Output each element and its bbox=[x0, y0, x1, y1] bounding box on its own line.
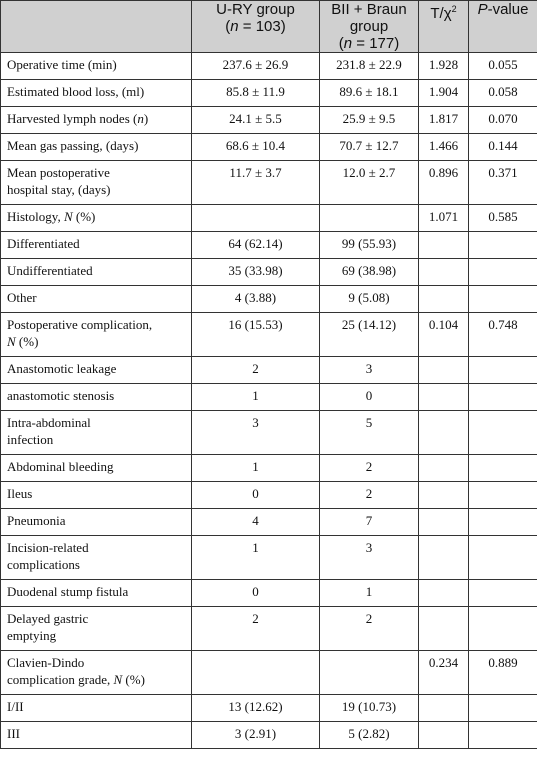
table-row bbox=[1, 722, 537, 749]
table-row bbox=[1, 695, 537, 722]
cell-urry: 16 (15.53) bbox=[192, 313, 320, 357]
cell-t: 1.817 bbox=[419, 107, 469, 134]
cell-urry: 1 bbox=[192, 455, 320, 482]
cell-p: 0.055 bbox=[469, 53, 537, 80]
header-bii-braun-group: BII + Braun group (n = 177) bbox=[320, 1, 419, 53]
table-row bbox=[1, 205, 537, 232]
cell-urry: 2 bbox=[192, 607, 320, 651]
table-row bbox=[1, 313, 537, 357]
header-p-value: P-value bbox=[469, 1, 537, 53]
cell-bii: 2 bbox=[320, 607, 419, 651]
cell-t bbox=[419, 259, 469, 286]
cell-bii: 70.7 ± 12.7 bbox=[320, 134, 419, 161]
cell-urry: 2 bbox=[192, 357, 320, 384]
cell-p: 0.058 bbox=[469, 80, 537, 107]
cell-bii: 89.6 ± 18.1 bbox=[320, 80, 419, 107]
cell-bii: 2 bbox=[320, 455, 419, 482]
table-row bbox=[1, 161, 537, 205]
header-urry-group: U-RY group (n = 103) bbox=[192, 1, 320, 53]
cell-urry: 11.7 ± 3.7 bbox=[192, 161, 320, 205]
cell-bii: 25.9 ± 9.5 bbox=[320, 107, 419, 134]
row-label: Ileus bbox=[1, 482, 192, 509]
table-row bbox=[1, 357, 537, 384]
cell-t bbox=[419, 722, 469, 749]
cell-bii bbox=[320, 205, 419, 232]
cell-bii: 9 (5.08) bbox=[320, 286, 419, 313]
cell-p bbox=[469, 357, 537, 384]
table-row bbox=[1, 286, 537, 313]
cell-urry: 68.6 ± 10.4 bbox=[192, 134, 320, 161]
header-t-chi-square: $T/\chi^2$ bbox=[419, 1, 469, 53]
table-row bbox=[1, 455, 537, 482]
cell-urry: 0 bbox=[192, 580, 320, 607]
cell-p: 0.889 bbox=[469, 651, 537, 695]
cell-bii: 2 bbox=[320, 482, 419, 509]
row-label: Incision-related complications bbox=[1, 536, 192, 580]
row-label: Duodenal stump fistula bbox=[1, 580, 192, 607]
table-row bbox=[1, 509, 537, 536]
row-label: Postoperative complication, N (%) bbox=[1, 313, 192, 357]
cell-t bbox=[419, 411, 469, 455]
table-row bbox=[1, 607, 537, 651]
row-label: Abdominal bleeding bbox=[1, 455, 192, 482]
row-label: Estimated blood loss, (ml) bbox=[1, 80, 192, 107]
cell-bii: 19 (10.73) bbox=[320, 695, 419, 722]
row-label: Delayed gastric emptying bbox=[1, 607, 192, 651]
table-row bbox=[1, 232, 537, 259]
cell-bii: 5 bbox=[320, 411, 419, 455]
cell-bii: 3 bbox=[320, 536, 419, 580]
cell-urry: 3 (2.91) bbox=[192, 722, 320, 749]
table-row bbox=[1, 259, 537, 286]
table-row bbox=[1, 53, 537, 80]
cell-t bbox=[419, 607, 469, 651]
cell-p bbox=[469, 607, 537, 651]
row-label: III bbox=[1, 722, 192, 749]
cell-t bbox=[419, 455, 469, 482]
row-label: Undifferentiated bbox=[1, 259, 192, 286]
header-empty-cell bbox=[1, 1, 192, 53]
cell-urry: 1 bbox=[192, 384, 320, 411]
cell-urry: 13 (12.62) bbox=[192, 695, 320, 722]
cell-t: 0.896 bbox=[419, 161, 469, 205]
cell-urry: 0 bbox=[192, 482, 320, 509]
row-label: Operative time (min) bbox=[1, 53, 192, 80]
cell-t bbox=[419, 286, 469, 313]
row-label: anastomotic stenosis bbox=[1, 384, 192, 411]
cell-urry: 35 (33.98) bbox=[192, 259, 320, 286]
table-row bbox=[1, 411, 537, 455]
cell-bii: 12.0 ± 2.7 bbox=[320, 161, 419, 205]
cell-bii bbox=[320, 651, 419, 695]
cell-p bbox=[469, 580, 537, 607]
header-row bbox=[1, 1, 537, 53]
cell-p bbox=[469, 259, 537, 286]
row-label: Mean postoperative hospital stay, (days) bbox=[1, 161, 192, 205]
table-row bbox=[1, 580, 537, 607]
cell-t bbox=[419, 580, 469, 607]
cell-t bbox=[419, 232, 469, 259]
cell-bii: 5 (2.82) bbox=[320, 722, 419, 749]
cell-urry bbox=[192, 205, 320, 232]
cell-urry: 24.1 ± 5.5 bbox=[192, 107, 320, 134]
cell-urry bbox=[192, 651, 320, 695]
cell-bii: 3 bbox=[320, 357, 419, 384]
row-label: Intra-abdominal infection bbox=[1, 411, 192, 455]
row-label: Harvested lymph nodes (n) bbox=[1, 107, 192, 134]
cell-p: 0.585 bbox=[469, 205, 537, 232]
row-label: Mean gas passing, (days) bbox=[1, 134, 192, 161]
cell-t: 1.466 bbox=[419, 134, 469, 161]
row-label: I/II bbox=[1, 695, 192, 722]
cell-bii: 1 bbox=[320, 580, 419, 607]
cell-p bbox=[469, 695, 537, 722]
cell-p bbox=[469, 536, 537, 580]
cell-p bbox=[469, 482, 537, 509]
cell-t bbox=[419, 384, 469, 411]
cell-p: 0.144 bbox=[469, 134, 537, 161]
table-row bbox=[1, 80, 537, 107]
cell-bii: 231.8 ± 22.9 bbox=[320, 53, 419, 80]
cell-p bbox=[469, 411, 537, 455]
cell-bii: 25 (14.12) bbox=[320, 313, 419, 357]
cell-urry: 4 (3.88) bbox=[192, 286, 320, 313]
cell-p bbox=[469, 722, 537, 749]
cell-t: 0.234 bbox=[419, 651, 469, 695]
cell-bii: 69 (38.98) bbox=[320, 259, 419, 286]
table-row bbox=[1, 651, 537, 695]
cell-p: 0.070 bbox=[469, 107, 537, 134]
cell-t bbox=[419, 482, 469, 509]
row-label: Anastomotic leakage bbox=[1, 357, 192, 384]
cell-p bbox=[469, 455, 537, 482]
cell-bii: 99 (55.93) bbox=[320, 232, 419, 259]
cell-t: 0.104 bbox=[419, 313, 469, 357]
row-label: Clavien-Dindo complication grade, N (%) bbox=[1, 651, 192, 695]
table-row bbox=[1, 107, 537, 134]
cell-urry: 64 (62.14) bbox=[192, 232, 320, 259]
cell-urry: 1 bbox=[192, 536, 320, 580]
row-label: Histology, N (%) bbox=[1, 205, 192, 232]
cell-urry: 4 bbox=[192, 509, 320, 536]
table-row bbox=[1, 482, 537, 509]
cell-t bbox=[419, 357, 469, 384]
cell-p bbox=[469, 384, 537, 411]
row-label: Differentiated bbox=[1, 232, 192, 259]
cell-t bbox=[419, 509, 469, 536]
cell-p: 0.371 bbox=[469, 161, 537, 205]
cell-p bbox=[469, 232, 537, 259]
table-row bbox=[1, 134, 537, 161]
cell-urry: 85.8 ± 11.9 bbox=[192, 80, 320, 107]
cell-t bbox=[419, 695, 469, 722]
cell-t: 1.071 bbox=[419, 205, 469, 232]
cell-p bbox=[469, 286, 537, 313]
cell-t: 1.928 bbox=[419, 53, 469, 80]
cell-urry: 3 bbox=[192, 411, 320, 455]
cell-t: 1.904 bbox=[419, 80, 469, 107]
row-label: Pneumonia bbox=[1, 509, 192, 536]
table-row bbox=[1, 384, 537, 411]
row-label: Other bbox=[1, 286, 192, 313]
cell-p: 0.748 bbox=[469, 313, 537, 357]
cell-bii: 7 bbox=[320, 509, 419, 536]
table-row bbox=[1, 536, 537, 580]
cell-bii: 0 bbox=[320, 384, 419, 411]
cell-p bbox=[469, 509, 537, 536]
cell-urry: 237.6 ± 26.9 bbox=[192, 53, 320, 80]
cell-t bbox=[419, 536, 469, 580]
